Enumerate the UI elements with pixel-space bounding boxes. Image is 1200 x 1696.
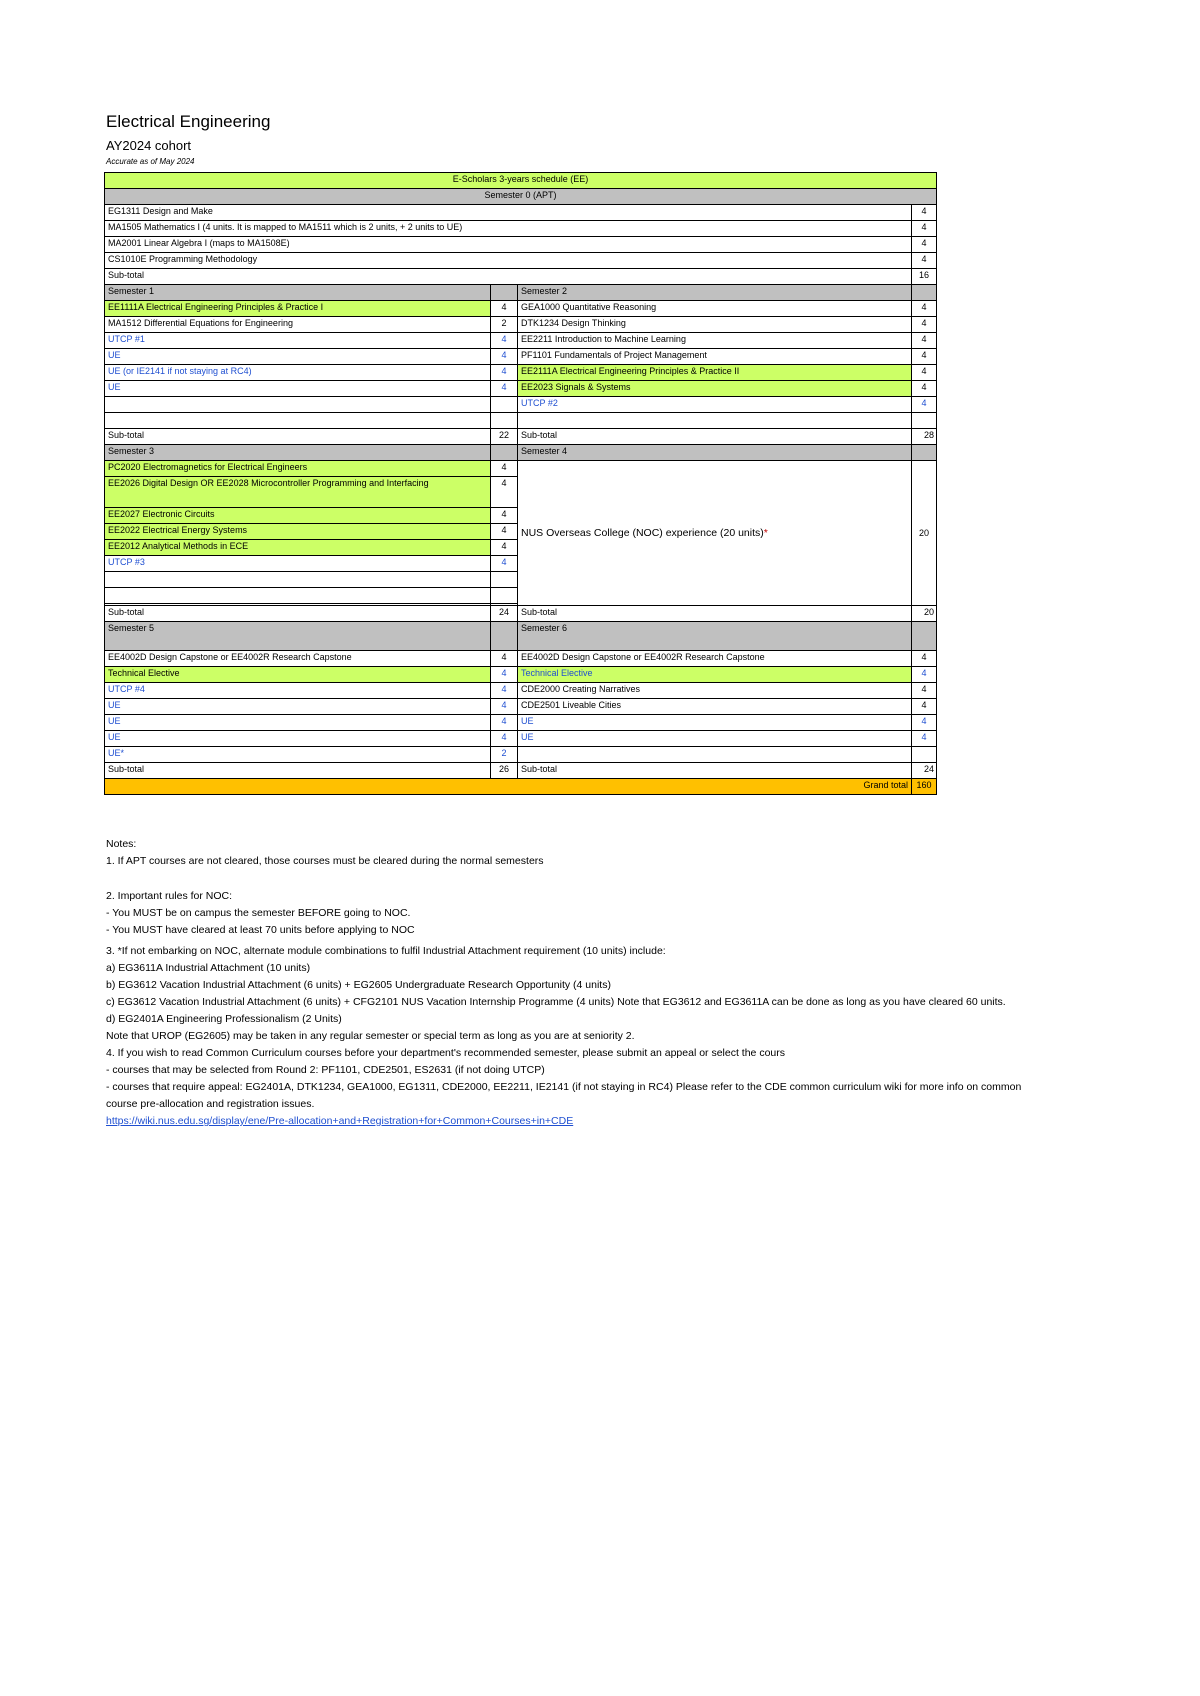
units-cell: 4 (912, 317, 937, 333)
note-4: 4. If you wish to read Common Curriculum courses before your department's recommended semester, please submit an appeal or select the cours (106, 1047, 785, 1059)
table-row (105, 667, 937, 683)
table-row (105, 269, 937, 285)
units-cell: 4 (491, 301, 518, 317)
table-row (105, 173, 937, 189)
course-cell: CDE2000 Creating Narratives (518, 683, 912, 699)
course-cell: PF1101 Fundamentals of Project Management (518, 349, 912, 365)
units-cell: 4 (912, 365, 937, 381)
semester-1-heading: Semester 1 (105, 285, 491, 301)
note-3: 3. *If not embarking on NOC, alternate module combinations to fulfil Industrial Attachment requirement (10 units) include: (106, 945, 666, 957)
table-row (105, 349, 937, 365)
course-cell: MA2001 Linear Algebra I (maps to MA1508E) (105, 237, 912, 253)
noc-cell (518, 461, 912, 606)
course-cell: EE2211 Introduction to Machine Learning (518, 333, 912, 349)
table-row (105, 413, 937, 429)
units-cell (491, 397, 518, 413)
course-cell: UTCP #3 (105, 556, 491, 572)
units-cell: 4 (912, 397, 937, 413)
units-cell: 4 (491, 477, 518, 508)
course-cell: CDE2501 Liveable Cities (518, 699, 912, 715)
course-cell (105, 572, 491, 588)
course-cell: EE2026 Digital Design OR EE2028 Microcontroller Programming and Interfacing (105, 477, 491, 508)
units-cell: 4 (491, 715, 518, 731)
table-row (105, 365, 937, 381)
course-cell: EE2022 Electrical Energy Systems (105, 524, 491, 540)
table-row (105, 715, 937, 731)
units-cell: 4 (912, 651, 937, 667)
units-cell (491, 413, 518, 429)
units-cell: 4 (912, 667, 937, 683)
course-cell: UE (518, 715, 912, 731)
units-cell (491, 588, 518, 604)
subtotal-value: 22 (491, 429, 518, 445)
noc-star: * (763, 526, 768, 539)
semester-2-heading: Semester 2 (518, 285, 912, 301)
units-cell (491, 572, 518, 588)
semester-0-heading: Semester 0 (APT) (105, 189, 937, 205)
table-row (105, 317, 937, 333)
schedule-caption: E-Scholars 3-years schedule (EE) (105, 173, 937, 189)
note-4b: - courses that require appeal: EG2401A, DTK1234, GEA1000, EG1311, CDE2000, EE2211, IE2141 (if not staying in RC4) Please refer to the CDE common curriculum wiki for more info on common (106, 1081, 1022, 1093)
note-2: 2. Important rules for NOC: (106, 890, 233, 902)
semester-4-heading: Semester 4 (518, 445, 912, 461)
table-row (105, 763, 937, 779)
units-cell: 4 (491, 731, 518, 747)
subtotal-value: 24 (912, 763, 937, 779)
course-cell: EE2027 Electronic Circuits (105, 508, 491, 524)
course-cell (518, 413, 912, 429)
table-row (105, 301, 937, 317)
units-cell: 4 (912, 731, 937, 747)
course-cell: UE (or IE2141 if not staying at RC4) (105, 365, 491, 381)
course-cell: UE (105, 349, 491, 365)
units-cell: 4 (491, 349, 518, 365)
note-3d: d) EG2401A Engineering Professionalism (2 Units) (106, 1013, 342, 1025)
table-row (105, 429, 937, 445)
table-row (105, 285, 937, 301)
course-cell: UE* (105, 747, 491, 763)
course-cell: DTK1234 Design Thinking (518, 317, 912, 333)
units-cell (912, 413, 937, 429)
table-row (105, 747, 937, 763)
subtotal-label: Sub-total (105, 429, 491, 445)
units-cell: 4 (491, 461, 518, 477)
accuracy-note: Accurate as of May 2024 (106, 157, 195, 166)
table-row (105, 189, 937, 205)
course-cell (105, 413, 491, 429)
table-row (105, 445, 937, 461)
course-cell: Technical Elective (518, 667, 912, 683)
table-row (105, 731, 937, 747)
course-cell (105, 588, 491, 604)
course-cell: MA1505 Mathematics I (4 units. It is mapped to MA1511 which is 2 units, + 2 units to UE) (105, 221, 912, 237)
subtotal-label: Sub-total (105, 269, 912, 285)
course-cell: MA1512 Differential Equations for Engineering (105, 317, 491, 333)
units-cell: 4 (912, 683, 937, 699)
units-cell: 4 (491, 365, 518, 381)
units-cell: 2 (491, 747, 518, 763)
note-3e: Note that UROP (EG2605) may be taken in any regular semester or special term as long as you are at seniority 2. (106, 1030, 635, 1042)
course-cell: UTCP #4 (105, 683, 491, 699)
course-cell: UE (105, 731, 491, 747)
table-row (105, 683, 937, 699)
course-cell: UE (105, 699, 491, 715)
table-row (105, 397, 937, 413)
course-cell: EG1311 Design and Make (105, 205, 912, 221)
table-row (105, 651, 937, 667)
note-2a: - You MUST be on campus the semester BEFORE going to NOC. (106, 907, 411, 919)
units-cell: 4 (912, 699, 937, 715)
units-cell: 4 (912, 381, 937, 397)
page-title: Electrical Engineering (106, 112, 271, 131)
subtotal-label: Sub-total (518, 763, 912, 779)
course-cell: UE (518, 731, 912, 747)
note-3c: c) EG3612 Vacation Industrial Attachment (6 units) + CFG2101 NUS Vacation Internship Programme (4 units) Note that EG3612 and EG3611A can be done as long as you have cleared 60 units. (106, 996, 1006, 1008)
semester-3-heading: Semester 3 (105, 445, 491, 461)
units-cell: 4 (491, 667, 518, 683)
subtotal-label: Sub-total (105, 763, 491, 779)
course-cell: EE2111A Electrical Engineering Principles & Practice II (518, 365, 912, 381)
units-cell: 4 (491, 540, 518, 556)
note-4c: course pre-allocation and registration issues. (106, 1098, 315, 1110)
table-row (105, 606, 937, 622)
table-row (105, 237, 937, 253)
note-3b: b) EG3612 Vacation Industrial Attachment (6 units) + EG2605 Undergraduate Research Opportunity (4 units) (106, 979, 611, 991)
course-cell: PC2020 Electromagnetics for Electrical Engineers (105, 461, 491, 477)
course-cell: UTCP #1 (105, 333, 491, 349)
semester-6-heading: Semester 6 (518, 622, 912, 651)
note-3a: a) EG3611A Industrial Attachment (10 units) (106, 962, 311, 974)
units-cell: 4 (491, 556, 518, 572)
units-cell: 4 (491, 683, 518, 699)
units-cell: 4 (912, 333, 937, 349)
course-cell: EE4002D Design Capstone or EE4002R Research Capstone (518, 651, 912, 667)
noc-units: 20 (912, 461, 937, 606)
units-cell: 4 (491, 699, 518, 715)
cohort-subtitle: AY2024 cohort (106, 138, 192, 153)
semester-5-heading: Semester 5 (105, 622, 491, 651)
table-row (105, 381, 937, 397)
subtotal-value: 16 (912, 269, 937, 285)
table-row (105, 622, 937, 651)
note-2b: - You MUST have cleared at least 70 units before applying to NOC (106, 924, 415, 936)
course-cell (105, 397, 491, 413)
units-cell: 4 (491, 333, 518, 349)
course-cell: Technical Elective (105, 667, 491, 683)
subtotal-value: 26 (491, 763, 518, 779)
units-cell: 4 (491, 508, 518, 524)
units-cell: 4 (491, 381, 518, 397)
note-4a: - courses that may be selected from Round 2: PF1101, CDE2501, ES2631 (if not doing UTCP) (106, 1064, 545, 1076)
course-cell: UE (105, 715, 491, 731)
subtotal-label: Sub-total (105, 606, 491, 622)
course-cell (518, 747, 912, 763)
notes-section (106, 836, 1096, 1130)
units-cell: 4 (912, 237, 937, 253)
course-cell: EE4002D Design Capstone or EE4002R Research Capstone (105, 651, 491, 667)
units-cell: 4 (491, 524, 518, 540)
course-cell: UE (105, 381, 491, 397)
units-cell: 4 (912, 301, 937, 317)
units-cell: 4 (491, 651, 518, 667)
subtotal-label: Sub-total (518, 429, 912, 445)
course-cell: EE2012 Analytical Methods in ECE (105, 540, 491, 556)
course-cell: CS1010E Programming Methodology (105, 253, 912, 269)
table-row (105, 221, 937, 237)
units-cell: 4 (912, 349, 937, 365)
table-row (105, 699, 937, 715)
units-cell: 4 (912, 221, 937, 237)
note-1: 1. If APT courses are not cleared, those courses must be cleared during the normal semesters (106, 855, 544, 867)
units-cell: 4 (912, 715, 937, 731)
subtotal-value: 20 (912, 606, 937, 622)
schedule-table (104, 172, 937, 795)
table-row (105, 779, 937, 795)
subtotal-label: Sub-total (518, 606, 912, 622)
table-row (105, 461, 937, 477)
units-cell: 4 (912, 253, 937, 269)
subtotal-value: 28 (912, 429, 937, 445)
units-cell: 2 (491, 317, 518, 333)
course-cell: EE1111A Electrical Engineering Principles & Practice I (105, 301, 491, 317)
grand-total-label: Grand total (105, 779, 912, 795)
course-cell: EE2023 Signals & Systems (518, 381, 912, 397)
course-cell: UTCP #2 (518, 397, 912, 413)
noc-text: NUS Overseas College (NOC) experience (20 units) (521, 526, 764, 539)
table-row (105, 205, 937, 221)
units-cell (912, 747, 937, 763)
course-cell: GEA1000 Quantitative Reasoning (518, 301, 912, 317)
table-row (105, 333, 937, 349)
table-row (105, 253, 937, 269)
wiki-link[interactable]: https://wiki.nus.edu.sg/display/ene/Pre-allocation+and+Registration+for+Common+Courses+in+CDE (106, 1115, 574, 1127)
subtotal-value: 24 (491, 606, 518, 622)
units-cell: 4 (912, 205, 937, 221)
notes-header: Notes: (106, 838, 137, 850)
grand-total-value: 160 (912, 779, 937, 795)
